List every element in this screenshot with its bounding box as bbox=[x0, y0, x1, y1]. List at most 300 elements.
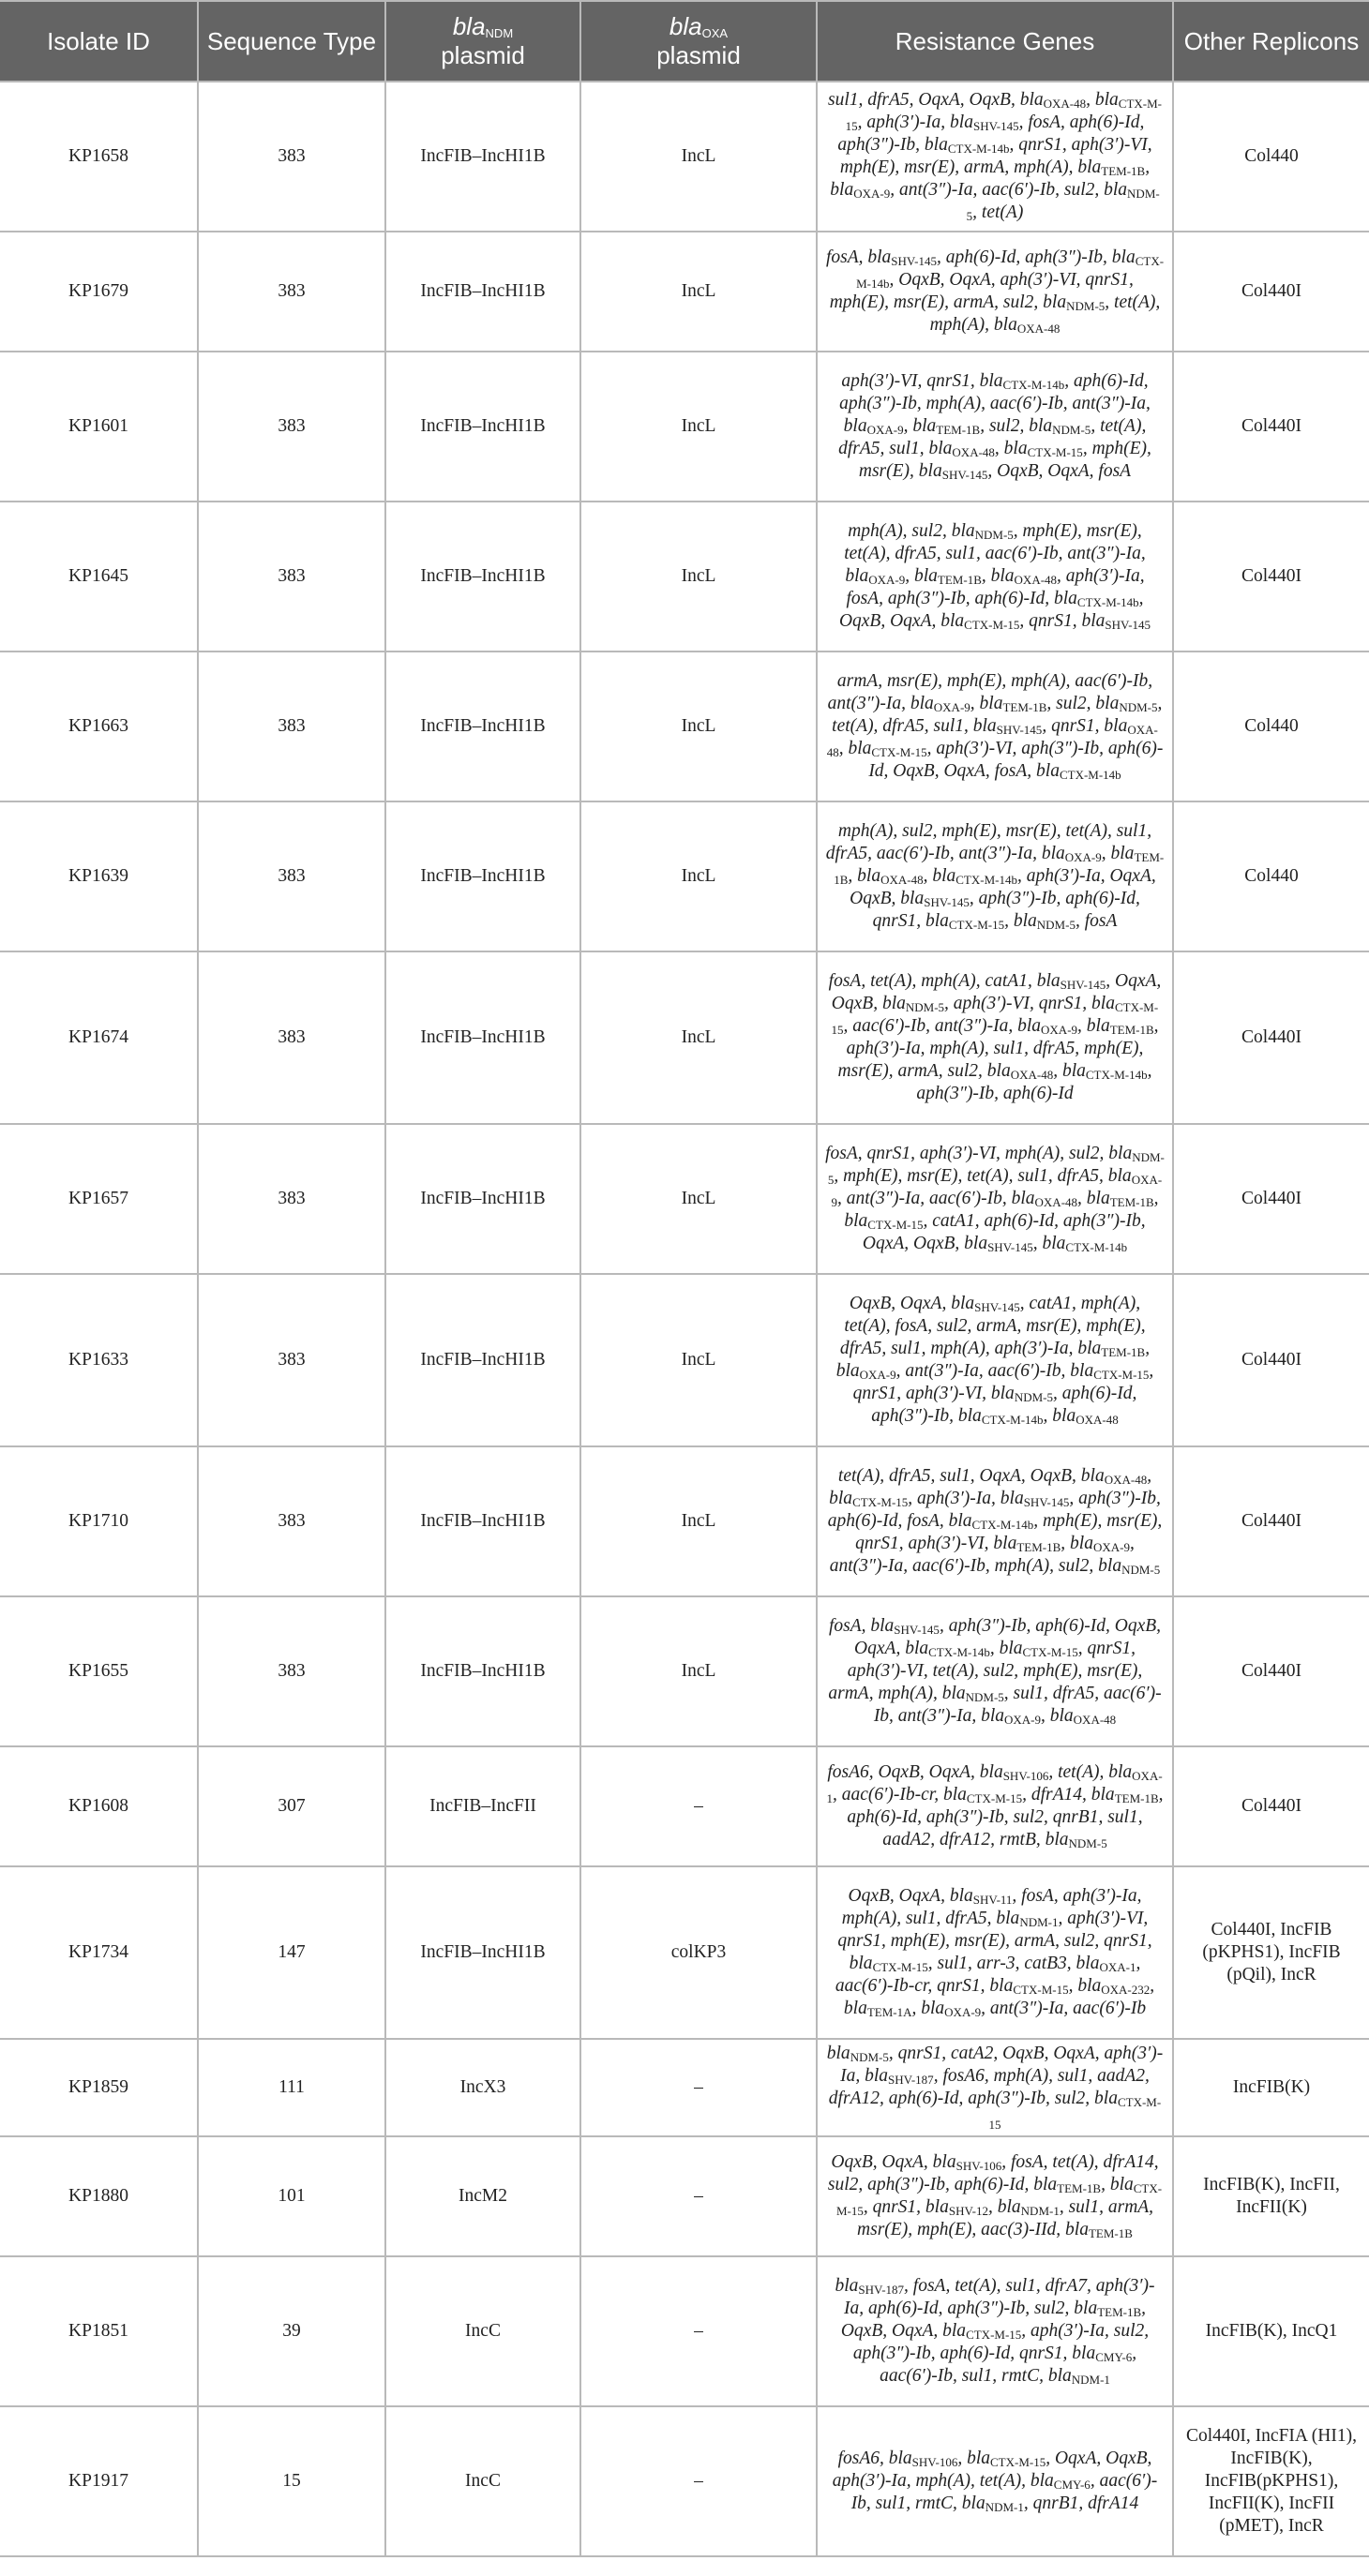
table-row bbox=[0, 1274, 1369, 1446]
gene-text: , aph(3′)-Ia, bla bbox=[857, 112, 973, 132]
table-row bbox=[0, 1124, 1369, 1274]
gene-text: , aph(3′)-Ia, bla bbox=[908, 1489, 1024, 1508]
table-row bbox=[0, 2039, 1369, 2136]
gene-text: , bla bbox=[848, 866, 881, 886]
gene-subscript: OXA-48 bbox=[1034, 1195, 1078, 1209]
gene-subscript: TEM-1B bbox=[1101, 164, 1146, 178]
gene-subscript: CTX-M-15 bbox=[831, 1000, 1159, 1037]
bla-oxa-plasmid-cell: IncL bbox=[580, 352, 817, 502]
gene-text: , fosA bbox=[1075, 911, 1118, 931]
isolate-id-cell: KP1657 bbox=[0, 1124, 198, 1274]
gene-subscript: SHV-106 bbox=[1002, 1769, 1049, 1783]
bla-oxa-plasmid-cell: IncL bbox=[580, 1124, 817, 1274]
gene-subscript: CTX-M-15 bbox=[1093, 1368, 1150, 1382]
gene-text: , aph(3′)-Ia, sul2, aph(3″)-Ib, aph(6)-Id, qnrS1, bla bbox=[852, 2321, 1150, 2363]
bla-ndm-plasmid-cell: IncFIB–IncHI1B bbox=[385, 1596, 580, 1746]
gene-subscript: SHV-145 bbox=[1105, 618, 1151, 632]
gene-subscript: SHV-145 bbox=[891, 254, 937, 268]
header-bla-ndm-plasmid bbox=[385, 1, 580, 82]
gene-subscript: NDM-5 bbox=[1121, 1563, 1161, 1577]
gene-text: OqxB, OqxA, bla bbox=[849, 1294, 975, 1313]
gene-subscript: CTX-M-15 bbox=[845, 97, 1163, 133]
gene-subscript: OXA-9 bbox=[859, 1368, 896, 1382]
bla-ndm-plasmid-cell: IncFIB–IncHI1B bbox=[385, 1274, 580, 1446]
resistance-genes-cell bbox=[817, 232, 1173, 352]
gene-subscript: CTX-M-15 bbox=[966, 1791, 1023, 1805]
header-row bbox=[0, 1, 1369, 82]
isolate-id-cell: KP1639 bbox=[0, 801, 198, 951]
gene-text: sul1, dfrA5, OqxA, OqxB, bla bbox=[827, 90, 1044, 110]
table-row bbox=[0, 801, 1369, 951]
gene-subscript: OXA-48 bbox=[1043, 97, 1087, 111]
other-replicons-cell: Col440I bbox=[1173, 352, 1369, 502]
table-row bbox=[0, 1866, 1369, 2039]
gene-subscript: TEM-1B bbox=[1101, 1345, 1146, 1359]
gene-subscript: OXA-9 bbox=[866, 423, 904, 437]
table-body bbox=[0, 82, 1369, 2556]
sequence-type-cell: 101 bbox=[198, 2136, 385, 2256]
bla-ndm-plasmid-cell: IncC bbox=[385, 2406, 580, 2556]
gene-subscript: NDM-1 bbox=[1071, 2373, 1110, 2387]
gene-text: , bla bbox=[957, 2449, 990, 2468]
isolate-id-cell: KP1679 bbox=[0, 232, 198, 352]
gene-subscript: TEM-1B bbox=[1057, 2181, 1102, 2195]
isolate-id-cell: KP1880 bbox=[0, 2136, 198, 2256]
gene-text: fosA6, bla bbox=[837, 2449, 912, 2468]
header-isolate-id: Isolate ID bbox=[0, 1, 198, 82]
header-bla-oxa-italic: bla bbox=[669, 12, 702, 40]
bla-oxa-plasmid-cell: colKP3 bbox=[580, 1866, 817, 2039]
resistance-genes-cell bbox=[817, 2039, 1173, 2136]
gene-text: , aph(3′)-VI, aph(3″)-Ib, aph(6)-Id, OqxB, OqxA, fosA, bla bbox=[868, 739, 1164, 781]
gene-subscript: OXA-1 bbox=[826, 1769, 1163, 1805]
sequence-type-cell: 383 bbox=[198, 801, 385, 951]
gene-text: , fosA, tet(A), dfrA14, sul2, aph(3″)-Ib, aph(6)-Id, bla bbox=[827, 2152, 1159, 2194]
resistance-genes-cell bbox=[817, 1866, 1173, 2039]
gene-subscript: OXA-9 bbox=[868, 573, 906, 587]
gene-text: , bla bbox=[1043, 1406, 1076, 1426]
gene-subscript: TEM-1B bbox=[1088, 2226, 1133, 2240]
gene-subscript: CTX-M-15 bbox=[1022, 1645, 1078, 1659]
gene-text: , qnrB1, dfrA14 bbox=[1023, 2494, 1139, 2513]
gene-subscript: TEM-1B bbox=[1016, 1540, 1061, 1554]
isolate-id-cell: KP1734 bbox=[0, 1866, 198, 2039]
gene-subscript: TEM-1A bbox=[866, 2005, 912, 2019]
other-replicons-cell: Col440I bbox=[1173, 1124, 1369, 1274]
bla-oxa-plasmid-cell: – bbox=[580, 2256, 817, 2406]
table-row bbox=[0, 502, 1369, 651]
bla-oxa-plasmid-cell: IncL bbox=[580, 951, 817, 1124]
gene-text: , qnrS1, aph(3′)-VI, mph(E), msr(E), armA, mph(A), bla bbox=[839, 135, 1152, 177]
gene-text: , aph(3″)-Ib, aph(6)-Id, qnrS1, bla bbox=[872, 889, 1140, 931]
gene-subscript: CTX-M-14b bbox=[981, 1413, 1044, 1427]
header-bla-ndm-rest: plasmid bbox=[441, 41, 525, 69]
header-bla-ndm-italic: bla bbox=[452, 12, 486, 40]
bla-ndm-plasmid-cell: IncFIB–IncHI1B bbox=[385, 1866, 580, 2039]
gene-text: , bla bbox=[838, 739, 872, 758]
gene-subscript: SHV-145 bbox=[972, 119, 1019, 133]
gene-subscript: TEM-1B bbox=[1002, 700, 1047, 714]
other-replicons-cell: Col440I, IncFIA (HI1), IncFIB(K), IncFIB(pKPHS1), IncFII(K), IncFII (pMET), IncR bbox=[1173, 2406, 1369, 2556]
gene-subscript: SHV-145 bbox=[996, 723, 1043, 737]
gene-text: , aph(6)-Id, aph(3″)-Ib, mph(A), aac(6′)-Ib, ant(3″)-Ia, bla bbox=[839, 371, 1151, 436]
gene-subscript: NDM-5 bbox=[1119, 700, 1158, 714]
table-row bbox=[0, 2136, 1369, 2256]
gene-text: mph(A), sul2, bla bbox=[848, 521, 975, 541]
gene-text: , aph(3′)-VI, qnrS1, bla bbox=[944, 994, 1115, 1013]
gene-subscript: SHV-187 bbox=[858, 2283, 905, 2297]
sequence-type-cell: 383 bbox=[198, 651, 385, 801]
gene-subscript: OXA-48 bbox=[1076, 1413, 1119, 1427]
bla-oxa-plasmid-cell: – bbox=[580, 1746, 817, 1866]
gene-subscript: NDM-1 bbox=[1020, 2204, 1060, 2218]
gene-text: , bla bbox=[1101, 844, 1135, 863]
gene-text: , ant(3″)-Ia, aac(6′)-Ib, bla bbox=[836, 1189, 1035, 1208]
gene-text: , bla bbox=[1061, 1534, 1093, 1553]
bla-ndm-plasmid-cell: IncFIB–IncHI1B bbox=[385, 1124, 580, 1274]
gene-subscript: NDM-5 bbox=[1068, 1836, 1107, 1850]
gene-subscript: TEM-1B bbox=[1114, 1791, 1159, 1805]
gene-subscript: CTX-M-15 bbox=[867, 1218, 924, 1232]
gene-text: , tet(A) bbox=[972, 202, 1024, 222]
isolate-id-cell: KP1859 bbox=[0, 2039, 198, 2136]
sequence-type-cell: 383 bbox=[198, 1274, 385, 1446]
gene-subscript: CTX-M-14b bbox=[947, 142, 1010, 156]
gene-text: , aph(3′)-Ia, mph(A), sul1, dfrA5, mph(E), msr(E), armA, sul2, bla bbox=[837, 1016, 1159, 1081]
isolate-id-cell: KP1601 bbox=[0, 352, 198, 502]
gene-subscript: OXA-9 bbox=[853, 187, 891, 201]
gene-text: armA, msr(E), mph(E), mph(A), aac(6′)-Ib, ant(3″)-Ia, bla bbox=[827, 671, 1153, 713]
gene-text: , sul2, bla bbox=[1046, 694, 1120, 713]
gene-text: , aac(6′)-Ib, sul1, rmtC, bla bbox=[850, 2471, 1158, 2513]
gene-subscript: OXA-9 bbox=[933, 700, 970, 714]
gene-subscript: CTX-M-15 bbox=[948, 918, 1005, 932]
bla-ndm-plasmid-cell: IncFIB–IncFII bbox=[385, 1746, 580, 1866]
gene-subscript: CTX-M-14b bbox=[856, 254, 1165, 291]
gene-text: , bla bbox=[1101, 2175, 1134, 2194]
other-replicons-cell: Col440 bbox=[1173, 651, 1369, 801]
gene-text: , mph(E), msr(E), qnrS1, aph(3′)-VI, bla bbox=[855, 1511, 1163, 1553]
bla-oxa-plasmid-cell: IncL bbox=[580, 1274, 817, 1446]
isolate-id-cell: KP1658 bbox=[0, 82, 198, 232]
gene-text: , ant(3″)-Ia, aac(6′)-Ib, sul2, bla bbox=[890, 180, 1128, 200]
isolate-id-cell: KP1663 bbox=[0, 651, 198, 801]
gene-text: , qnrS1, bla bbox=[863, 2197, 949, 2217]
gene-subscript: OXA-9 bbox=[944, 2005, 982, 2019]
gene-text: , bla bbox=[989, 1639, 1023, 1658]
gene-text: bla bbox=[826, 2044, 850, 2063]
table-row bbox=[0, 352, 1369, 502]
gene-text: , bla bbox=[844, 1189, 1159, 1231]
gene-text: , sul2, bla bbox=[980, 416, 1053, 436]
gene-subscript: CTX-M-14b bbox=[1085, 1068, 1148, 1082]
gene-subscript: CTX-M-14b bbox=[928, 1645, 990, 1659]
sequence-type-cell: 383 bbox=[198, 232, 385, 352]
resistance-genes-cell bbox=[817, 502, 1173, 651]
gene-subscript: NDM-1 bbox=[985, 2500, 1024, 2514]
gene-subscript: CTX-M-14b bbox=[1002, 378, 1065, 392]
gene-subscript: CTX-M-15 bbox=[835, 2181, 1163, 2218]
header-bla-oxa-plasmid bbox=[580, 1, 817, 82]
gene-text: fosA, qnrS1, aph(3′)-VI, mph(A), sul2, bla bbox=[825, 1144, 1133, 1163]
resistance-genes-cell bbox=[817, 801, 1173, 951]
gene-subscript: SHV-145 bbox=[894, 1623, 940, 1637]
resistance-genes-cell bbox=[817, 1746, 1173, 1866]
gene-text: , OqxB, OqxA, aph(3′)-VI, qnrS1, mph(E), msr(E), armA, sul2, bla bbox=[829, 270, 1134, 312]
sequence-type-cell: 383 bbox=[198, 1596, 385, 1746]
gene-subscript: CTX-M-15 bbox=[1013, 1983, 1069, 1997]
gene-text: , qnrS1, bla bbox=[1042, 716, 1128, 736]
bla-ndm-plasmid-cell: IncFIB–IncHI1B bbox=[385, 801, 580, 951]
gene-subscript: SHV-106 bbox=[911, 2455, 958, 2469]
gene-text: , OqxB, OqxA, bla bbox=[840, 2299, 1147, 2341]
gene-text: , mph(E), msr(E), bla bbox=[858, 439, 1151, 481]
gene-text: , bla bbox=[1004, 911, 1037, 931]
other-replicons-cell: IncFIB(K), IncQ1 bbox=[1173, 2256, 1369, 2406]
gene-subscript: CTX-M-15 bbox=[966, 2328, 1022, 2342]
gene-text: , bla bbox=[835, 1339, 1151, 1381]
gene-text: , tet(A), dfrA5, sul1, bla bbox=[838, 416, 1147, 458]
gene-subscript: OXA-9 bbox=[1064, 850, 1102, 864]
gene-text: , bla bbox=[988, 2197, 1021, 2217]
gene-text: fosA, bla bbox=[828, 1616, 895, 1636]
sequence-type-cell: 383 bbox=[198, 951, 385, 1124]
gene-subscript: CTX-M-14b bbox=[1065, 1240, 1128, 1254]
header-bla-ndm-sub: NDM bbox=[485, 26, 514, 40]
resistance-genes-cell bbox=[817, 1446, 1173, 1596]
bla-ndm-plasmid-cell: IncC bbox=[385, 2256, 580, 2406]
table-row bbox=[0, 951, 1369, 1124]
bla-oxa-plasmid-cell: IncL bbox=[580, 651, 817, 801]
gene-subscript: CTX-M-15 bbox=[964, 618, 1020, 632]
gene-text: fosA, tet(A), mph(A), catA1, bla bbox=[828, 971, 1061, 991]
resistance-genes-cell bbox=[817, 2406, 1173, 2556]
header-bla-oxa-sub: OXA bbox=[701, 26, 729, 40]
gene-subscript: OXA-48 bbox=[1073, 1713, 1117, 1727]
gene-subscript: TEM-1B bbox=[936, 423, 981, 437]
gene-subscript: CTX-M-14b bbox=[1059, 768, 1121, 782]
gene-text: , bla bbox=[923, 866, 956, 886]
bla-ndm-plasmid-cell: IncFIB–IncHI1B bbox=[385, 951, 580, 1124]
gene-text: , bla bbox=[830, 157, 1151, 200]
gene-text: , OqxB, OqxA, bla bbox=[838, 589, 1144, 631]
gene-subscript: CTX-M-15 bbox=[871, 745, 927, 759]
gene-subscript: OXA-9 bbox=[831, 1173, 1163, 1209]
bla-oxa-plasmid-cell: IncL bbox=[580, 1446, 817, 1596]
sequence-type-cell: 383 bbox=[198, 502, 385, 651]
sequence-type-cell: 383 bbox=[198, 82, 385, 232]
gene-text: , bla bbox=[1068, 1976, 1102, 1996]
other-replicons-cell: IncFIB(K), IncFII, IncFII(K) bbox=[1173, 2136, 1369, 2256]
gene-text: fosA6, OqxB, OqxA, bla bbox=[827, 1762, 1003, 1782]
other-replicons-cell: IncFIB(K) bbox=[1173, 2039, 1369, 2136]
resistance-genes-cell bbox=[817, 352, 1173, 502]
gene-subscript: NDM-5 bbox=[1014, 1390, 1053, 1404]
gene-text: , ant(3″)-Ia, aac(6′)-Ib bbox=[981, 1999, 1147, 2018]
gene-text: fosA, bla bbox=[825, 247, 892, 267]
gene-text: , sul1, arr-3, catB3, bla bbox=[927, 1954, 1100, 1973]
other-replicons-cell: Col440I bbox=[1173, 951, 1369, 1124]
bla-oxa-plasmid-cell: IncL bbox=[580, 801, 817, 951]
table-row bbox=[0, 2256, 1369, 2406]
table-row bbox=[0, 1596, 1369, 1746]
gene-subscript: NDM-1 bbox=[1019, 1915, 1059, 1929]
isolate-id-cell: KP1851 bbox=[0, 2256, 198, 2406]
isolate-id-cell: KP1655 bbox=[0, 1596, 198, 1746]
gene-text: , dfrA14, bla bbox=[1022, 1785, 1115, 1805]
bla-ndm-plasmid-cell: IncFIB–IncHI1B bbox=[385, 502, 580, 651]
gene-subscript: NDM-5 bbox=[905, 1000, 945, 1014]
gene-subscript: NDM-5 bbox=[974, 528, 1014, 542]
gene-text: , tet(A), mph(A), bla bbox=[929, 292, 1161, 335]
gene-text: , fosA, aph(3′)-Ia, mph(A), sul1, dfrA5, bla bbox=[841, 1886, 1142, 1928]
bla-oxa-plasmid-cell: – bbox=[580, 2136, 817, 2256]
gene-subscript: SHV-145 bbox=[1023, 1495, 1070, 1509]
gene-subscript: OXA-48 bbox=[826, 723, 1158, 759]
gene-subscript: NDM-5 bbox=[966, 187, 1160, 223]
gene-subscript: OXA-48 bbox=[952, 445, 995, 459]
gene-text: , bla bbox=[994, 439, 1028, 458]
gene-text: , bla bbox=[905, 566, 938, 586]
gene-text: , tet(A), bla bbox=[1048, 1762, 1133, 1782]
gene-text: , bla bbox=[1032, 1234, 1066, 1253]
gene-subscript: TEM-1B bbox=[834, 850, 1165, 887]
gene-text: , aph(3′)-Ia, OqxA, OqxB, bla bbox=[850, 866, 1156, 908]
other-replicons-cell: Col440 bbox=[1173, 801, 1369, 951]
bla-oxa-plasmid-cell: IncL bbox=[580, 502, 817, 651]
resistance-genes-cell bbox=[817, 2256, 1173, 2406]
gene-text: , aph(6)-Id, aph(3″)-Ib, bla bbox=[871, 1384, 1137, 1426]
gene-text: , bla bbox=[911, 1999, 945, 2018]
gene-text: , sul1, dfrA5, aac(6′)-Ib, ant(3″)-Ia, bla bbox=[873, 1684, 1162, 1726]
resistance-genes-cell bbox=[817, 82, 1173, 232]
gene-subscript: SHV-145 bbox=[924, 895, 970, 909]
table-row bbox=[0, 2406, 1369, 2556]
bla-ndm-plasmid-cell: IncX3 bbox=[385, 2039, 580, 2136]
sequence-type-cell: 147 bbox=[198, 1866, 385, 2039]
gene-text: , fosA, tet(A), sul1, dfrA7, aph(3′)-Ia, aph(6)-Id, aph(3″)-Ib, sul2, bla bbox=[843, 2276, 1155, 2318]
gene-subscript: SHV-106 bbox=[955, 2159, 1002, 2173]
gene-subscript: OXA-9 bbox=[1004, 1713, 1041, 1727]
isolate-id-cell: KP1917 bbox=[0, 2406, 198, 2556]
other-replicons-cell: Col440I bbox=[1173, 502, 1369, 651]
bla-ndm-plasmid-cell: IncM2 bbox=[385, 2136, 580, 2256]
gene-text: , aph(3′)-Ia, fosA, aph(3″)-Ib, aph(6)-Id, bla bbox=[846, 566, 1145, 608]
sequence-type-cell: 383 bbox=[198, 1446, 385, 1596]
gene-text: , aph(3″)-Ib, aph(6)-Id bbox=[916, 1061, 1152, 1103]
gene-subscript: SHV-12 bbox=[948, 2204, 988, 2218]
isolate-id-cell: KP1674 bbox=[0, 951, 198, 1124]
bla-oxa-plasmid-cell: IncL bbox=[580, 82, 817, 232]
sequence-type-cell: 307 bbox=[198, 1746, 385, 1866]
gene-subscript: SHV-145 bbox=[941, 468, 988, 482]
bla-oxa-plasmid-cell: – bbox=[580, 2406, 817, 2556]
gene-subscript: SHV-187 bbox=[888, 2073, 934, 2087]
gene-subscript: NDM-5 bbox=[850, 2050, 889, 2064]
resistance-genes-cell bbox=[817, 951, 1173, 1124]
gene-subscript: CMY-6 bbox=[1053, 2478, 1091, 2492]
gene-subscript: OXA-48 bbox=[880, 873, 924, 887]
gene-text: , bla bbox=[1086, 90, 1119, 110]
other-replicons-cell: Col440I bbox=[1173, 1274, 1369, 1446]
gene-subscript: SHV-145 bbox=[987, 1240, 1033, 1254]
gene-text: , qnrS1, aph(3′)-VI, tet(A), sul2, mph(E), msr(E), armA, mph(A), bla bbox=[828, 1639, 1143, 1703]
resistance-genes-cell bbox=[817, 2136, 1173, 2256]
gene-subscript: CTX-M-14b bbox=[971, 1518, 1034, 1532]
header-resistance-genes: Resistance Genes bbox=[817, 1, 1173, 82]
gene-text: , bla bbox=[843, 1976, 1155, 2018]
gene-subscript: CTX-M-14b bbox=[1076, 595, 1139, 609]
gene-text: , qnrS1, catA2, OqxB, OqxA, aph(3′)-Ia, bla bbox=[840, 2044, 1164, 2086]
gene-subscript: OXA-48 bbox=[1016, 322, 1061, 336]
gene-text: , aac(6′)-Ib-cr, qnrS1, bla bbox=[835, 1954, 1141, 1996]
gene-text: OqxB, OqxA, bla bbox=[831, 2152, 956, 2172]
bla-ndm-plasmid-cell: IncFIB–IncHI1B bbox=[385, 352, 580, 502]
gene-text: , bla bbox=[1077, 1016, 1110, 1036]
other-replicons-cell: Col440I bbox=[1173, 1746, 1369, 1866]
gene-subscript: OXA-9 bbox=[1041, 1023, 1078, 1037]
gene-text: , catA1, aph(6)-Id, aph(3″)-Ib, OqxA, OqxB, bla bbox=[862, 1211, 1146, 1253]
gene-text: , tet(A), dfrA5, sul1, bla bbox=[832, 694, 1163, 736]
gene-subscript: SHV-145 bbox=[974, 1300, 1020, 1314]
gene-text: , aph(6)-Id, aph(3″)-Ib, sul2, qnrB1, sul1, aadA2, dfrA12, rmtB, bla bbox=[847, 1785, 1164, 1850]
gene-subscript: OXA-9 bbox=[1092, 1540, 1130, 1554]
table-row bbox=[0, 1746, 1369, 1866]
gene-subscript: CTX-M-15 bbox=[852, 1495, 909, 1509]
gene-subscript: CTX-M-15 bbox=[990, 2455, 1046, 2469]
isolate-id-cell: KP1645 bbox=[0, 502, 198, 651]
bla-ndm-plasmid-cell: IncFIB–IncHI1B bbox=[385, 232, 580, 352]
gene-text: , aac(6′)-Ib, ant(3″)-Ia, bla bbox=[843, 1016, 1042, 1036]
gene-subscript: CTX-M-15 bbox=[1027, 445, 1083, 459]
gene-subscript: OXA-48 bbox=[1010, 1068, 1054, 1082]
table-row bbox=[0, 232, 1369, 352]
gene-text: aph(3′)-VI, qnrS1, bla bbox=[841, 371, 1003, 391]
gene-text: , qnrS1, bla bbox=[1019, 611, 1106, 631]
gene-subscript: TEM-1B bbox=[1109, 1195, 1154, 1209]
gene-text: , aph(3′)-VI, qnrS1, mph(E), msr(E), armA, sul2, qnrS1, bla bbox=[837, 1909, 1152, 1973]
gene-subscript: OXA-48 bbox=[1104, 1473, 1148, 1487]
gene-subscript: SHV-145 bbox=[1060, 978, 1106, 992]
header-bla-oxa-rest: plasmid bbox=[656, 41, 741, 69]
gene-subscript: OXA-48 bbox=[1014, 573, 1058, 587]
isolate-id-cell: KP1608 bbox=[0, 1746, 198, 1866]
gene-text: , bla bbox=[1053, 1061, 1086, 1081]
resistance-genes-cell bbox=[817, 1596, 1173, 1746]
other-replicons-cell: Col440I, IncFIB (pKPHS1), IncFIB (pQil), IncR bbox=[1173, 1866, 1369, 2039]
gene-text: OqxB, OqxA, bla bbox=[848, 1886, 973, 1906]
gene-text: , aph(3″)-Ib, aph(6)-Id, OqxB, OqxA, bla bbox=[854, 1616, 1162, 1658]
gene-subscript: TEM-1B bbox=[937, 573, 982, 587]
other-replicons-cell: Col440I bbox=[1173, 1596, 1369, 1746]
gene-text: , bla bbox=[829, 1466, 1152, 1508]
gene-text: , mph(E), msr(E), tet(A), sul1, dfrA5, bla bbox=[834, 1166, 1132, 1186]
sequence-type-cell: 383 bbox=[198, 352, 385, 502]
header-sequence-type: Sequence Type bbox=[198, 1, 385, 82]
gene-subscript: NDM-5 bbox=[1052, 423, 1091, 437]
gene-text: , ant(3″)-Ia, aac(6′)-Ib, bla bbox=[895, 1361, 1094, 1381]
gene-text: , mph(E), msr(E), tet(A), dfrA5, sul1, aac(6′)-Ib, ant(3″)-Ia, bla bbox=[844, 521, 1146, 586]
bla-oxa-plasmid-cell: IncL bbox=[580, 232, 817, 352]
gene-text: , OqxB, OqxA, fosA bbox=[987, 461, 1132, 481]
bla-oxa-plasmid-cell: – bbox=[580, 2039, 817, 2136]
sequence-type-cell: 383 bbox=[198, 1124, 385, 1274]
gene-subscript: CTX-M-15 bbox=[988, 2095, 1162, 2132]
gene-text: , aph(6)-Id, aph(3″)-Ib, bla bbox=[936, 247, 1136, 267]
gene-subscript: NDM-5 bbox=[1066, 299, 1106, 313]
isolate-id-cell: KP1633 bbox=[0, 1274, 198, 1446]
gene-text: , sul1, armA, msr(E), mph(E), aac(3)-IId, bla bbox=[857, 2197, 1154, 2239]
